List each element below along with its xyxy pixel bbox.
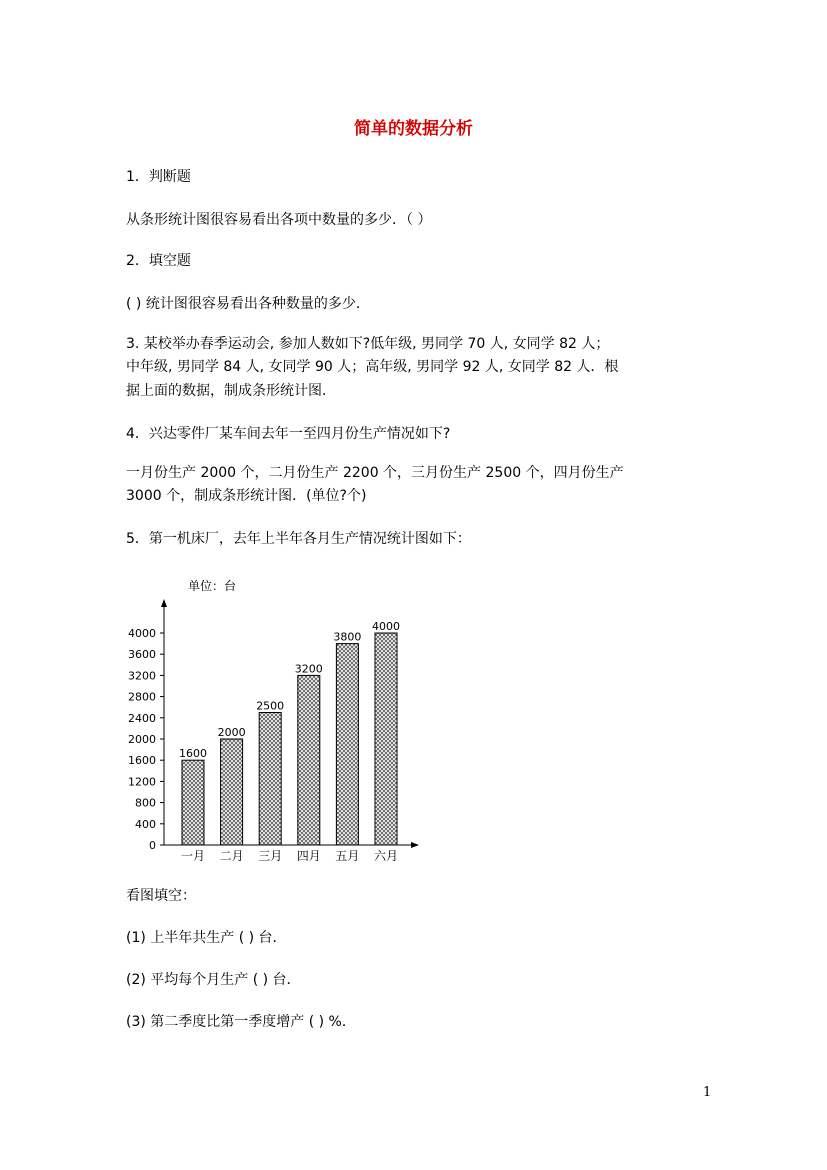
x-tick-label: 五月 [335,849,360,863]
page-number: 1 [703,1085,712,1100]
q4-line-1: 一月份生产 2000 个，二月份生产 2200 个，三月份生产 2500 个，四月份生产 [126,465,624,481]
page-title: 简单的数据分析 [354,119,473,139]
y-tick-label: 0 [149,839,156,852]
q3-line-1: 3. 某校举办春季运动会, 参加人数如下?低年级, 男同学 70 人, 女同学 82 人； [126,336,610,352]
x-tick-label: 三月 [258,849,283,863]
bar-chart-svg [120,575,430,875]
y-tick-label: 800 [135,796,156,810]
q2-text: ( ) 统计图很容易看出各种数量的多少． [126,296,370,312]
bar [298,675,320,845]
data-label: 2500 [256,699,285,713]
bar [259,713,281,846]
y-tick-label: 2000 [128,733,156,746]
q5-heading: 5．第一机床厂，去年上半年各月生产情况统计图如下： [126,531,471,547]
fill-heading: 看图填空： [126,888,196,904]
data-label: 3800 [333,630,362,644]
data-label: 2000 [217,726,246,739]
bar [336,644,358,845]
q4-line-2: 3000 个，制成条形统计图．(单位?个) [126,488,367,504]
y-tick-label: 1600 [128,754,156,768]
fill-item-2: (2) 平均每个月生产 ( ) 台． [126,972,301,988]
bar [182,760,204,845]
q2-heading: 2．填空题 [126,253,191,269]
fill-item-1: (1) 上半年共生产 ( ) 台． [126,930,287,946]
data-label: 1600 [179,747,207,761]
fill-item-3: (3) 第二季度比第一季度增产 ( ) %． [126,1014,356,1030]
chart-unit-label: 单位：台 [188,579,237,593]
q1-text: 从条形统计图很容易看出各项中数量的多少．（ ） [126,212,432,228]
q1-heading: 1．判断题 [126,169,191,185]
data-label: 3200 [294,662,323,676]
q4-heading: 4．兴达零件厂某车间去年一至四月份生产情况如下? [126,426,451,442]
x-tick-label: 六月 [373,849,399,863]
y-tick-label: 2800 [128,690,156,704]
x-tick-label: 四月 [296,849,321,863]
data-label: 4000 [372,620,400,633]
q3-line-3: 据上面的数据，制成条形统计图． [126,383,336,399]
x-tick-label: 二月 [219,849,244,863]
q3-line-2: 中年级, 男同学 84 人, 女同学 90 人；高年级, 男同学 92 人, 女同学 82 人．根 [126,359,619,375]
y-tick-label: 4000 [128,627,156,640]
y-tick-label: 3200 [128,669,156,683]
y-tick-label: 3600 [128,648,156,662]
chart-bars [182,630,397,845]
bar [375,633,397,845]
bar-chart [120,575,430,875]
y-tick-label: 2400 [128,711,156,725]
y-tick-label: 1200 [128,775,156,789]
bar [221,739,243,845]
x-tick-label: 一月 [180,849,206,863]
y-tick-label: 400 [135,817,156,831]
